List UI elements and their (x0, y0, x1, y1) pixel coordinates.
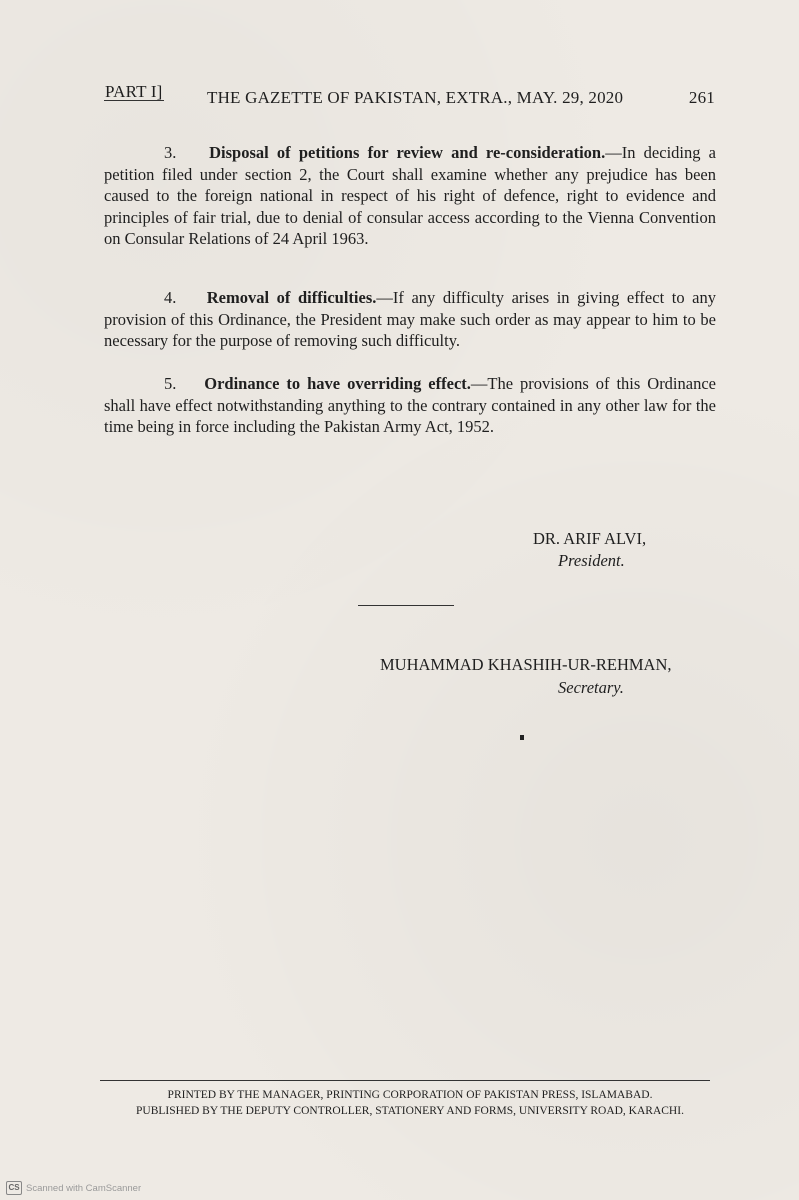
header-gazette-title: THE GAZETTE OF PAKISTAN, EXTRA., MAY. 29, 2020 (207, 88, 624, 107)
section-5-paragraph (104, 373, 716, 438)
signature-divider (358, 605, 454, 606)
footer-published-by: PUBLISHED BY THE DEPUTY CONTROLLER, STATIONERY AND FORMS, UNIVERSITY ROAD, KARACHI. (136, 1105, 684, 1117)
scanner-watermark (6, 1180, 141, 1196)
section-3-text: —In deciding a petition filed under section 2, the Court shall examine whether any prejudice has been caused to the foreign national in respect of his right of defence, right to evidence and principles of fair trial, due to denial of consular access according to the Vienna Convention on Consular Relations of 24 April 1963. (104, 143, 716, 248)
header-part-label: PART I] (105, 82, 163, 101)
section-5-number: 5. (164, 374, 177, 393)
section-4-number: 4. (164, 288, 177, 307)
section-3-number: 3. (164, 143, 177, 162)
section-4-heading: Removal of difficulties. (206, 288, 377, 307)
header-page-number: 261 (688, 88, 715, 107)
section-5-text: —The provisions of this Ordinance shall have effect notwithstanding anything to the contrary contained in any other law for the time being in force including the Pakistan Army Act, 1952. (104, 374, 716, 436)
footer-rule (100, 1080, 710, 1081)
header-underline (104, 100, 164, 101)
section-5-heading: Ordinance to have overriding effect. (204, 374, 471, 393)
president-name: DR. ARIF ALVI, (533, 529, 647, 548)
secretary-title: Secretary. (558, 678, 624, 697)
section-3-heading: Disposal of petitions for review and re-consideration. (209, 143, 606, 162)
section-4-paragraph (104, 287, 716, 352)
page-header (105, 80, 715, 108)
watermark-text: Scanned with CamScanner (26, 1182, 142, 1194)
president-title: President. (558, 551, 625, 570)
section-3-paragraph (104, 142, 716, 250)
camscanner-logo-icon: CS (6, 1181, 22, 1195)
secretary-name: MUHAMMAD KHASHIH-UR-REHMAN, (380, 655, 672, 674)
footer-printed-by: PRINTED BY THE MANAGER, PRINTING CORPORATION OF PAKISTAN PRESS, ISLAMABAD. (167, 1089, 653, 1101)
ink-dot (520, 735, 524, 740)
section-4-text: —If any difficulty arises in giving effect to any provision of this Ordinance, the President may make such order as may appear to him to be necessary for the purpose of removing such difficulty. (104, 288, 717, 350)
